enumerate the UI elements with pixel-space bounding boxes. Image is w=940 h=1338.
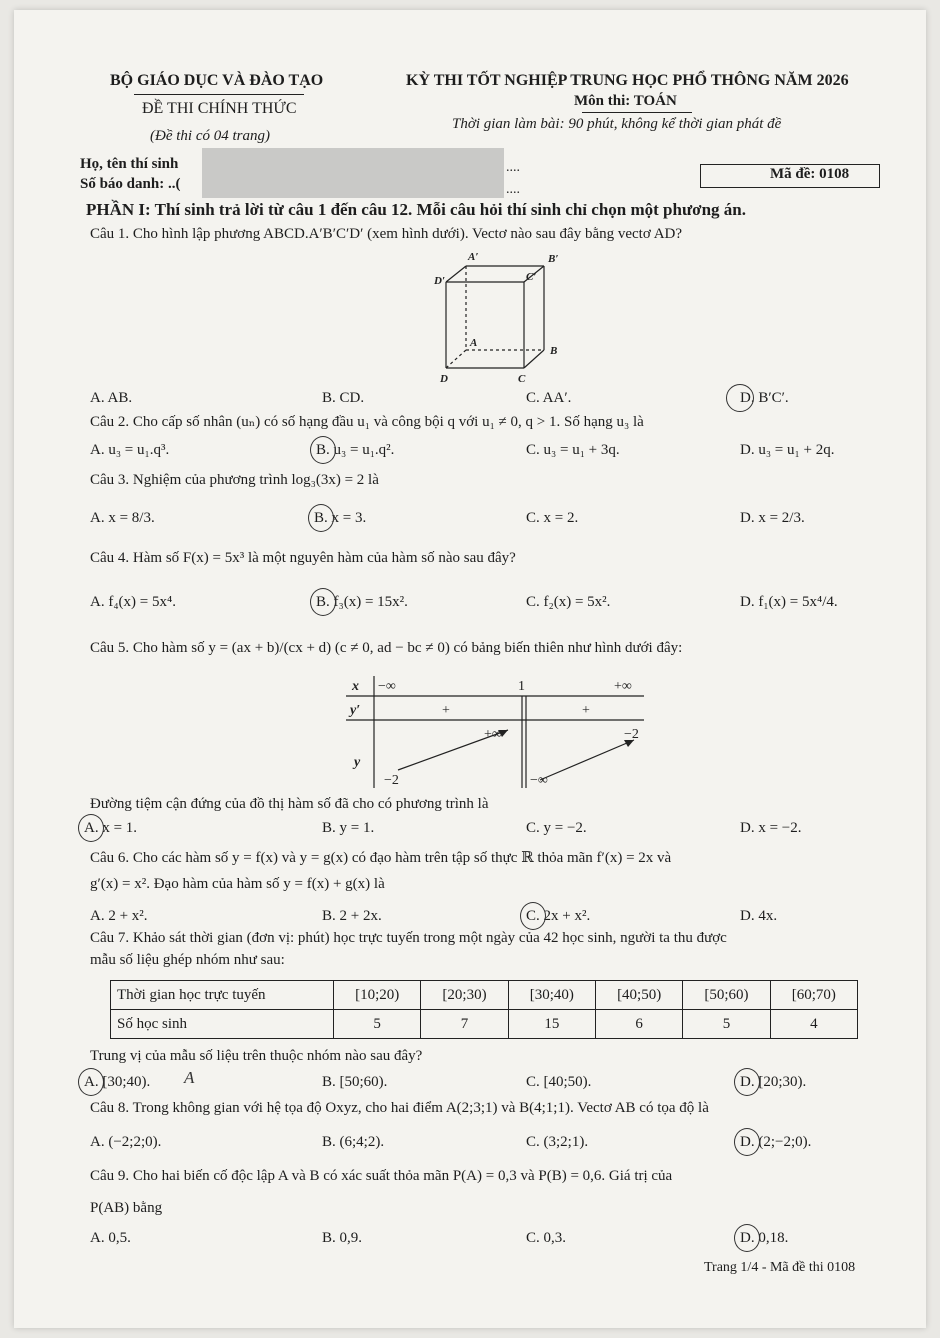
table-cell: 6 (595, 1010, 682, 1039)
q4-stem: Câu 4. Hàm số F(x) = 5x³ là một nguyên hàm của hàm số nào sau đây? (90, 550, 516, 566)
q9-stem-line1: Câu 9. Cho hai biến cố độc lập A và B có xác suất thỏa mãn P(A) = 0,3 và P(B) = 0,6. Giá trị của (90, 1168, 673, 1184)
official-label: ĐỀ THI CHÍNH THỨC (142, 100, 297, 117)
q6-option-a[interactable]: A. 2 + x². (90, 908, 148, 924)
ministry-underline (134, 94, 304, 95)
q9-option-c[interactable]: C. 0,3. (526, 1230, 567, 1246)
table-cell: [10;20) (334, 981, 421, 1010)
q5-answer-mark (78, 814, 104, 842)
label-d: D (440, 373, 448, 385)
q7-follow: Trung vị của mẫu số liệu trên thuộc nhóm nào sau đây? (90, 1048, 423, 1064)
q8-option-c[interactable]: C. (3;2;1). (526, 1134, 589, 1150)
q4-option-d[interactable]: D. f₁(x) = 5x⁴/4. (740, 594, 838, 610)
q5-option-c[interactable]: C. y = −2. (526, 820, 587, 836)
q3-option-b[interactable]: B. x = 3. (314, 510, 367, 526)
page-footer: Trang 1/4 - Mã đề thi 0108 (704, 1260, 856, 1275)
label-b1: B′ (548, 253, 559, 265)
cube-figure (414, 246, 564, 388)
q3-option-d[interactable]: D. x = 2/3. (740, 510, 805, 526)
exam-code: Mã đề: 0108 (770, 166, 850, 182)
label-c1: C′ (526, 271, 537, 283)
q8-option-d[interactable]: D. (2;−2;0). (740, 1134, 812, 1150)
q2-stem: Câu 2. Cho cấp số nhân (uₙ) có số hạng đầu u₁ và công bội q với u₁ ≠ 0, q > 1. Số hạng u₃ là (90, 414, 644, 430)
id-dots: .... (506, 182, 520, 197)
q8-option-a[interactable]: A. (−2;2;0). (90, 1134, 162, 1150)
q2-option-d[interactable]: D. u₃ = u₁ + 2q. (740, 442, 835, 458)
q7-stem-line1: Câu 7. Khảo sát thời gian (đơn vị: phút) học trực tuyến trong một ngày của 42 học sinh, người ta thu được (90, 930, 727, 946)
q2-option-c[interactable]: C. u₃ = u₁ + 3q. (526, 442, 620, 458)
table-cell: [40;50) (595, 981, 682, 1010)
q5-option-b[interactable]: B. y = 1. (322, 820, 375, 836)
variation-table (344, 674, 648, 790)
vt-yp-plus-1: + (442, 703, 450, 718)
vt-y-neg2-bottom: −2 (384, 773, 399, 788)
id-label: Số báo danh: ..( (80, 176, 181, 192)
q9-answer-mark (734, 1224, 760, 1252)
q7-option-c[interactable]: C. [40;50). (526, 1074, 592, 1090)
q5-option-d[interactable]: D. x = −2. (740, 820, 802, 836)
q8-option-b[interactable]: B. (6;4;2). (322, 1134, 385, 1150)
edge-cb (524, 350, 544, 368)
part1-heading: PHẦN I: Thí sinh trả lời từ câu 1 đến câu 12. Mỗi câu hỏi thí sinh chỉ chọn một phương án. (86, 200, 746, 219)
name-dots: .... (506, 160, 520, 175)
name-label: Họ, tên thí sinh (80, 156, 179, 172)
q1-answer-mark (726, 384, 754, 412)
subject-underline (582, 112, 692, 113)
vt-y-label: y (354, 755, 361, 770)
vt-yp-plus-2: + (582, 703, 590, 718)
q6-stem-line2: g′(x) = x². Đạo hàm của hàm số y = f(x) + g(x) là (90, 876, 385, 892)
q3-answer-mark (308, 504, 334, 532)
table-row (111, 981, 858, 1010)
q4-option-a[interactable]: A. f₄(x) = 5x⁴. (90, 594, 176, 610)
redacted-block (202, 148, 504, 198)
q4-answer-mark (310, 588, 336, 616)
q9-option-d[interactable]: D. 0,18. (740, 1230, 789, 1246)
pages-note: (Đề thi có 04 trang) (150, 128, 270, 144)
table-cell: 4 (770, 1010, 857, 1039)
q9-option-a[interactable]: A. 0,5. (90, 1230, 131, 1246)
label-c: C (518, 373, 526, 385)
vt-yp-label: y′ (350, 703, 361, 718)
q3-stem: Câu 3. Nghiệm của phương trình log₃(3x) = 2 là (90, 472, 379, 488)
q6-option-c[interactable]: C. 2x + x². (526, 908, 591, 924)
handwritten-mark: A (184, 1068, 195, 1087)
q5-follow: Đường tiệm cận đứng của đồ thị hàm số đã cho có phương trình là (90, 796, 489, 812)
q6-option-b[interactable]: B. 2 + 2x. (322, 908, 382, 924)
q6-stem-line1: Câu 6. Cho các hàm số y = f(x) và y = g(x) có đạo hàm trên tập số thực ℝ thỏa mãn f′(x) = 2x và (90, 850, 672, 866)
table-cell: [50;60) (683, 981, 770, 1010)
q9-option-b[interactable]: B. 0,9. (322, 1230, 363, 1246)
label-a: A (470, 337, 478, 349)
edge-d1a1 (446, 266, 466, 282)
table-row (111, 1010, 858, 1039)
q7-option-b[interactable]: B. [50;60). (322, 1074, 388, 1090)
exam-page (14, 10, 926, 1328)
q4-option-c[interactable]: C. f₂(x) = 5x². (526, 594, 611, 610)
vt-x-minf: −∞ (378, 679, 396, 694)
q7-option-a[interactable]: A. [30;40). (84, 1074, 151, 1090)
q8-stem: Câu 8. Trong không gian với hệ tọa độ Oxyz, cho hai điểm A(2;3;1) và B(4;1;1). Vectơ AB có tọa độ là (90, 1100, 709, 1116)
q1-stem: Câu 1. Cho hình lập phương ABCD.A′B′C′D′ (xem hình dưới). Vectơ nào sau đây bằng vectơ AD? (90, 226, 683, 242)
time-note: Thời gian làm bài: 90 phút, không kể thời gian phát đề (452, 116, 782, 132)
q6-answer-mark (520, 902, 546, 930)
edge-da (446, 350, 466, 368)
q7-stem-line2: mẫu số liệu ghép nhóm như sau: (90, 952, 285, 968)
vt-y-neg2-top: −2 (624, 727, 639, 742)
table-cell: 5 (683, 1010, 770, 1039)
table-cell: [30;40) (508, 981, 595, 1010)
q1-option-a[interactable]: A. AB. (90, 390, 133, 406)
table-cell: [60;70) (770, 981, 857, 1010)
q2-option-a[interactable]: A. u₃ = u₁.q³. (90, 442, 170, 458)
subject-label: Môn thi: TOÁN (574, 93, 677, 109)
vt-y-minf: −∞ (530, 773, 548, 788)
q1-option-d[interactable]: D. B′C′. (740, 390, 789, 406)
q1-option-b[interactable]: B. CD. (322, 390, 365, 406)
q5-option-a[interactable]: A. x = 1. (84, 820, 138, 836)
q1-option-c[interactable]: C. AA′. (526, 390, 572, 406)
q7-option-d[interactable]: D. [20;30). (740, 1074, 807, 1090)
q2-option-b[interactable]: B. u₃ = u₁.q². (316, 442, 395, 458)
q5-stem: Câu 5. Cho hàm số y = (ax + b)/(cx + d) (c ≠ 0, ad − bc ≠ 0) có bảng biến thiên như hình dưới đây: (90, 640, 683, 656)
label-d1: D′ (434, 275, 446, 287)
table-cell: 5 (334, 1010, 421, 1039)
q4-option-b[interactable]: B. f₃(x) = 15x². (316, 594, 408, 610)
vt-x-one: 1 (518, 679, 525, 694)
table-cell: Số học sinh (111, 1010, 334, 1039)
table-cell: 7 (421, 1010, 508, 1039)
q9-stem-line2: P(AB) bằng (90, 1200, 163, 1216)
q2-answer-mark (310, 436, 336, 464)
table-cell: [20;30) (421, 981, 508, 1010)
exam-title: KỲ THI TỐT NGHIỆP TRUNG HỌC PHỔ THÔNG NĂM 2026 (406, 72, 849, 89)
vt-arrow-right (540, 740, 634, 780)
vt-x-pinf: +∞ (614, 679, 632, 694)
vt-x-label: x (352, 679, 359, 694)
grouped-data-table (110, 980, 858, 1039)
label-a1: A′ (468, 251, 479, 263)
q6-option-d[interactable]: D. 4x. (740, 908, 778, 924)
q7-answer-mark-d (734, 1068, 760, 1096)
q3-option-c[interactable]: C. x = 2. (526, 510, 579, 526)
q3-option-a[interactable]: A. x = 8/3. (90, 510, 155, 526)
label-b: B (550, 345, 558, 357)
vt-y-pinf: +∞ (484, 727, 502, 742)
table-cell: Thời gian học trực tuyến (111, 981, 334, 1010)
table-cell: 15 (508, 1010, 595, 1039)
q7-answer-mark (78, 1068, 104, 1096)
ministry-name: BỘ GIÁO DỤC VÀ ĐÀO TẠO (110, 72, 324, 89)
q8-answer-mark (734, 1128, 760, 1156)
